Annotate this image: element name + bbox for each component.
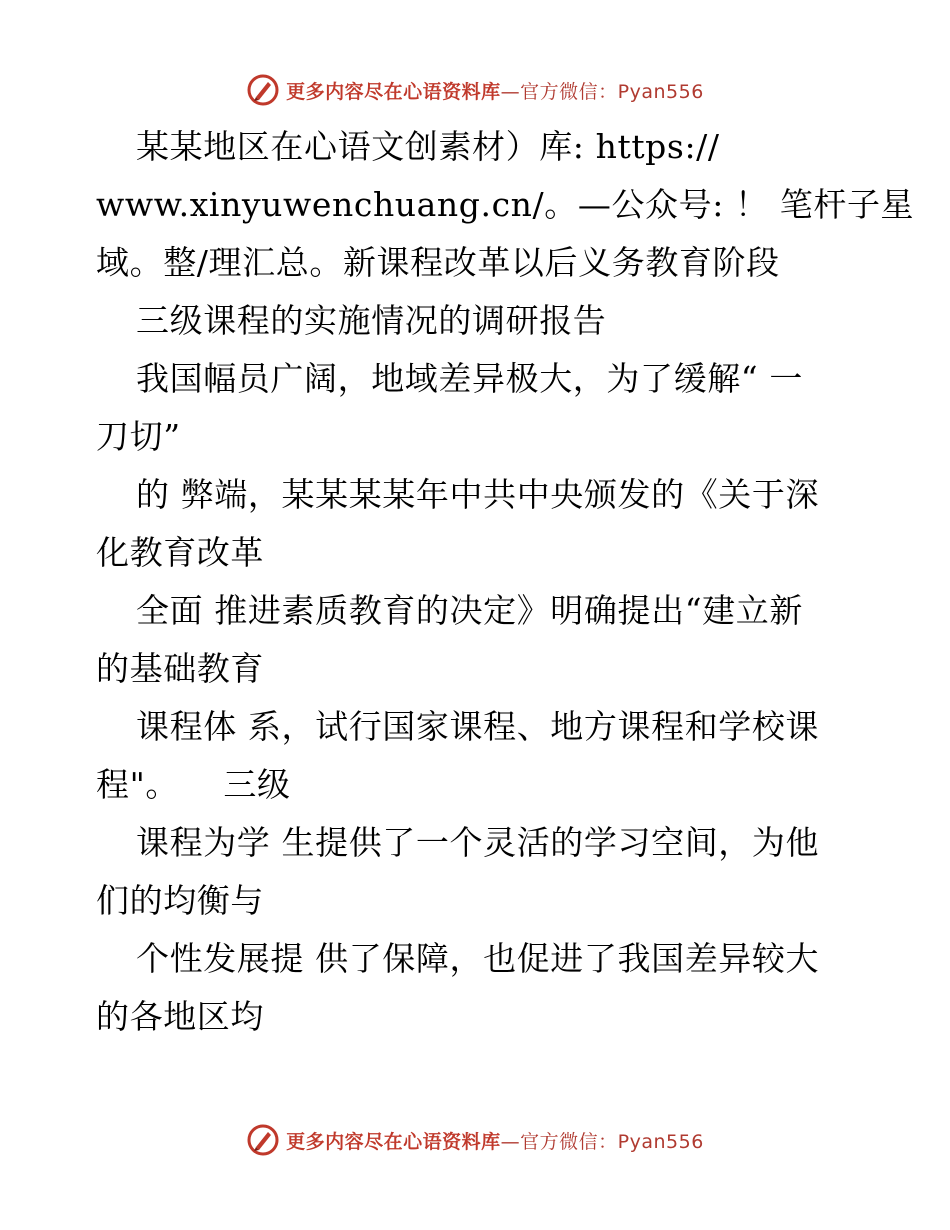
body-line: 的基础教育: [96, 649, 264, 688]
body-line: 某某地区在心语文创素材）库: https://: [136, 127, 720, 166]
footer-banner: [0, 1122, 950, 1158]
body-line: www.xinyuwenchuang.cn/。—公众号: ！ 笔杆子星: [96, 185, 915, 224]
banner-wechat: 官方微信：Pyan556: [520, 80, 704, 103]
body-line: 们的均衡与: [96, 881, 264, 920]
document-body: [96, 118, 915, 1046]
body-line: 课程为学 生提供了一个灵活的学习空间，为他: [136, 823, 820, 862]
body-line: 的各地区均: [96, 997, 264, 1036]
body-line: 程"。 三级: [96, 765, 291, 804]
banner-text: [286, 77, 704, 104]
banner-separator: —: [500, 80, 521, 103]
banner-main: 更多内容尽在心语资料库: [286, 1130, 501, 1153]
pen-logo-icon: [246, 1123, 280, 1157]
banner-wechat: 官方微信：Pyan556: [520, 1130, 704, 1153]
body-line: 三级课程的实施情况的调研报告: [136, 301, 607, 340]
body-line: 刀切”: [96, 417, 181, 456]
body-line: 化教育改革: [96, 533, 264, 572]
body-line: 个性发展提 供了保障，也促进了我国差异较大: [136, 939, 820, 978]
banner-main: 更多内容尽在心语资料库: [286, 80, 501, 103]
header-banner: [0, 72, 950, 108]
body-line: 全面 推进素质教育的决定》明确提出“建立新: [136, 591, 803, 630]
banner-text: [286, 1127, 704, 1154]
pen-logo-icon: [246, 73, 280, 107]
body-line: 域。整/理汇总。新课程改革以后义务教育阶段: [96, 243, 780, 282]
banner-separator: —: [500, 1130, 521, 1153]
body-line: 的 弊端，某某某某年中共中央颁发的《关于深: [136, 475, 820, 514]
body-line: 我国幅员广阔，地域差异极大，为了缓解“ 一: [136, 359, 803, 398]
body-line: 课程体 系，试行国家课程、地方课程和学校课: [136, 707, 820, 746]
